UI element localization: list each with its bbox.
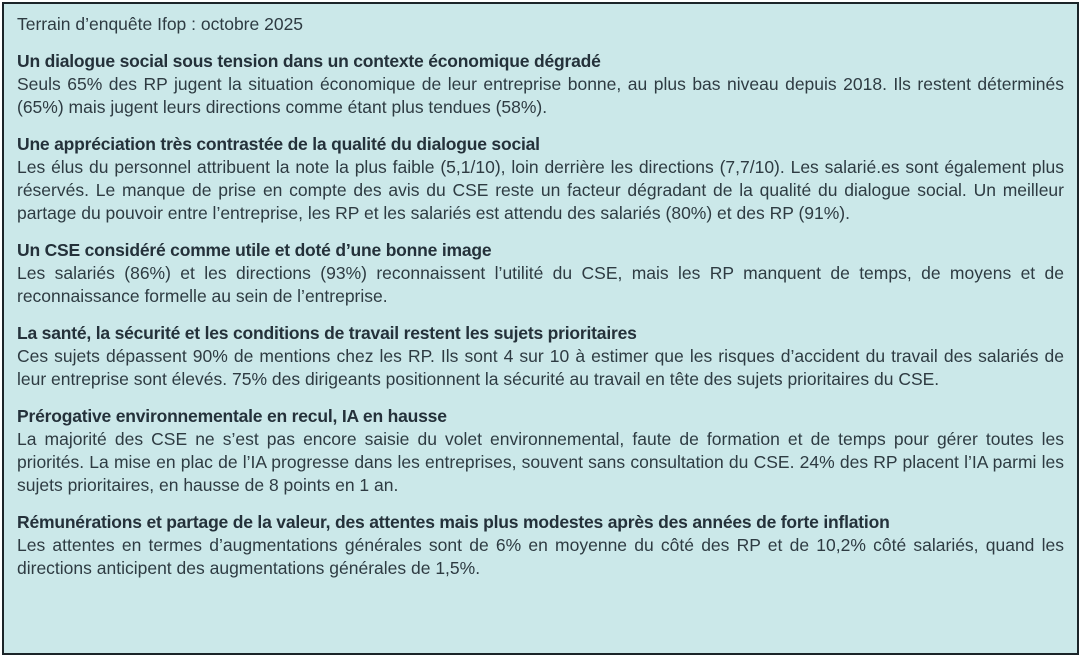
- section-heading: Un dialogue social sous tension dans un contexte économique dégradé: [17, 51, 601, 71]
- section-body: Les salariés (86%) et les directions (93%) reconnaissent l’utilité du CSE, mais les RP manquent de temps, de moyens et de reconnaissance formelle au sein de l’entreprise.: [17, 263, 1064, 306]
- section-heading: Une appréciation très contrastée de la qualité du dialogue social: [17, 134, 540, 154]
- section-body: Les attentes en termes d’augmentations générales sont de 6% en moyenne du côté des RP et de 10,2% côté salariés, quand les directions anticipent des augmentations générales de 1,5%.: [17, 535, 1064, 578]
- survey-fieldwork-date: Terrain d’enquête Ifop : octobre 2025: [17, 14, 304, 34]
- section-heading: Un CSE considéré comme utile et doté d’une bonne image: [17, 240, 492, 260]
- section-body: Seuls 65% des RP jugent la situation économique de leur entreprise bonne, au plus bas niveau depuis 2018. Ils restent déterminés (65%) mais jugent leurs directions comme étant plus tendues (58%).: [17, 74, 1064, 117]
- section-dialogue-social: [17, 50, 1064, 119]
- section-appreciation-contrastee: [17, 133, 1064, 225]
- survey-summary-panel: [2, 2, 1079, 655]
- section-remunerations: [17, 511, 1064, 580]
- section-body: Les élus du personnel attribuent la note la plus faible (5,1/10), loin derrière les directions (7,7/10). Les salarié.es sont également plus réservés. Le manque de prise en compte des avis du CSE reste un facteur dégradant de la qualité du dialogue social. Un meilleur partage du pouvoir entre l’entreprise, les RP et les salariés est attendu des salariés (80%) et des RP (91%).: [17, 157, 1064, 223]
- section-cse-utile: [17, 239, 1064, 308]
- section-heading: Rémunérations et partage de la valeur, des attentes mais plus modestes après des années de forte inflation: [17, 512, 890, 532]
- section-body: Ces sujets dépassent 90% de mentions chez les RP. Ils sont 4 sur 10 à estimer que les risques d’accident du travail des salariés de leur entreprise sont élevés. 75% des dirigeants positionnent la sécurité au travail en tête des sujets prioritaires du CSE.: [17, 346, 1064, 389]
- section-heading: Prérogative environnementale en recul, IA en hausse: [17, 406, 447, 426]
- section-environnement-ia: [17, 405, 1064, 497]
- section-body: La majorité des CSE ne s’est pas encore saisie du volet environnemental, faute de formation et de temps pour gérer toutes les priorités. La mise en plac de l’IA progresse dans les entreprises, souvent sans consultation du CSE. 24% des RP placent l’IA parmi les sujets prioritaires, en hausse de 8 points en 1 an.: [17, 429, 1064, 495]
- section-heading: La santé, la sécurité et les conditions de travail restent les sujets prioritaires: [17, 323, 637, 343]
- section-sante-securite: [17, 322, 1064, 391]
